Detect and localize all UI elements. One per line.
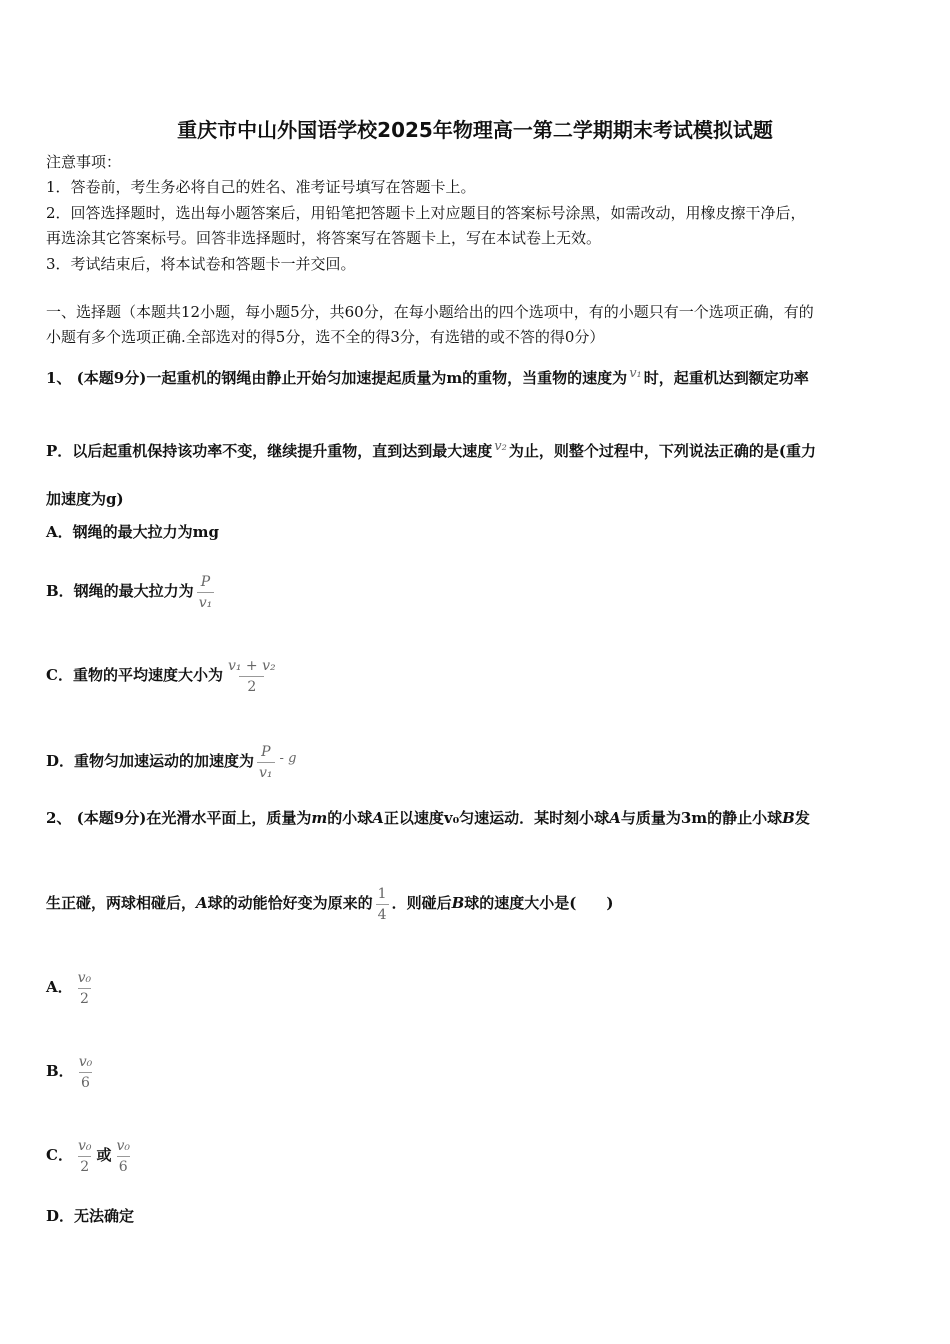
q2-text: 球的动能恰好变为原来的	[207, 894, 373, 912]
q1-option-b-fraction	[197, 574, 215, 611]
q2-symbol-a: A	[196, 894, 208, 912]
q1-text-2: P．以后起重机保持该功率不变，继续提升重物，直到达到最大速度	[46, 442, 493, 460]
fraction-numerator: P	[200, 573, 211, 590]
q2-symbol-b: B	[451, 894, 465, 912]
fraction-denominator: v₁	[257, 762, 275, 781]
q1-option-d-label: D．重物匀加速运动的加速度为	[46, 752, 255, 770]
q2-option-c	[46, 1120, 135, 1190]
q1-text-2-end: 为止，则整个过程中，下列说法正确的是(重力	[508, 442, 816, 460]
q1-option-b	[46, 556, 217, 626]
fraction-numerator: v₀	[78, 1053, 93, 1070]
q2-symbol-m: m	[311, 809, 328, 827]
q1-line-2	[46, 437, 816, 461]
q2-text: 正以速度	[383, 809, 444, 827]
q2-symbol-b: B	[782, 809, 795, 827]
q1-option-c-label: C．重物的平均速度大小为	[46, 666, 223, 684]
q2-text: 与质量为	[620, 809, 681, 827]
q1-text-1: 一起重机的钢绳由静止开始匀加速提起质量为m的重物，当重物的速度为	[146, 369, 628, 387]
notice-item-3: 3．考试结束后，将本试卷和答题卡一并交回。	[46, 255, 356, 273]
fraction-denominator: v₁	[197, 592, 215, 611]
notice-item-1: 1．答卷前，考生务必将自己的姓名、准考证号填写在答题卡上。	[46, 178, 476, 196]
fraction-denominator: 6	[79, 1072, 92, 1091]
q2-symbol-3m: 3m	[680, 809, 708, 827]
q2-option-b	[46, 1036, 97, 1106]
q1-option-d-fraction	[257, 744, 275, 781]
q2-text: 生正碰，两球相碰后，	[46, 894, 197, 912]
fraction-numerator: v₀	[77, 969, 92, 986]
q2-option-a-fraction	[76, 970, 94, 1007]
q1-number: 1、	[46, 369, 72, 387]
q2-line-1	[46, 808, 810, 828]
q1-option-b-label: B．钢绳的最大拉力为	[46, 582, 194, 600]
q2-text: ．则碰后	[391, 894, 452, 912]
fraction-numerator: P	[261, 743, 271, 760]
q2-text: 球的速度大小是( )	[464, 894, 614, 912]
q2-fraction-quarter	[376, 886, 389, 923]
section-instructions-line-1: 一、选择题（本题共12小题，每小题5分，共60分，在每小题给出的四个选项中，有的小题只有一个选项正确，有的	[46, 303, 814, 321]
fraction-denominator: 2	[78, 988, 91, 1007]
notice-item-2-line-1: 2．回答选择题时，选出每小题答案后，用铅笔把答题卡上对应题目的答案标号涂黑，如需改动，用橡皮擦干净后，	[46, 204, 806, 222]
q2-line-2	[46, 868, 614, 938]
fraction-denominator: 6	[117, 1156, 130, 1175]
q2-option-a-label: A．	[46, 978, 73, 996]
q1-line-1	[46, 364, 809, 388]
q2-text: 的小球	[327, 809, 373, 827]
q1-option-a: A．钢绳的最大拉力为mg	[46, 523, 219, 541]
section-instructions-line-2: 小题有多个选项正确.全部选对的得5分，选不全的得3分，有选错的或不答的得0分）	[46, 328, 605, 346]
q2-number: 2、	[46, 809, 72, 827]
notice-heading: 注意事项：	[46, 153, 122, 171]
q2-option-c-or: 或	[96, 1146, 112, 1164]
page-title: 重庆市中山外国语学校2025年物理高一第二学期期末考试模拟试题	[177, 118, 773, 142]
fraction-numerator: 1	[377, 885, 387, 902]
q2-option-c-label: C．	[46, 1146, 73, 1164]
q2-option-c-fraction-1	[76, 1138, 94, 1175]
q1-symbol-v1: v₁	[629, 366, 642, 381]
q2-symbol-a: A	[609, 809, 621, 827]
fraction-denominator: 4	[376, 904, 389, 923]
q2-text: 的静止小球	[707, 809, 783, 827]
q1-score: (本题9分)	[76, 369, 147, 387]
q1-option-c-fraction	[226, 658, 278, 695]
q1-text-1-end: 时，起重机达到额定功率	[643, 369, 809, 387]
q2-option-b-fraction	[77, 1054, 95, 1091]
q2-text: 在光滑水平面上，质量为	[146, 809, 312, 827]
notice-item-2-line-2: 再选涂其它答案标号。回答非选择题时，将答案写在答题卡上，写在本试卷上无效。	[46, 229, 602, 247]
q2-text: 发	[794, 809, 810, 827]
q2-text: 匀速运动．某时刻小球	[459, 809, 610, 827]
q2-symbol-a: A	[372, 809, 384, 827]
fraction-denominator: 2	[78, 1156, 91, 1175]
fraction-denominator: 2	[239, 676, 264, 695]
q2-option-b-label: B．	[46, 1062, 74, 1080]
fraction-numerator: v₁ + v₂	[227, 657, 276, 674]
q1-option-c	[46, 640, 281, 710]
q2-score: (本题9分)	[76, 809, 147, 827]
fraction-numerator: v₀	[116, 1137, 131, 1154]
q1-option-d	[46, 724, 298, 794]
q2-option-d: D．无法确定	[46, 1207, 135, 1225]
q1-symbol-v2: v₂	[494, 439, 507, 454]
q2-symbol-v0: v₀	[443, 809, 460, 827]
q2-option-a	[46, 952, 96, 1022]
q1-line-3: 加速度为g)	[46, 490, 124, 508]
q1-option-d-tail: - g	[279, 751, 297, 766]
q2-option-c-fraction-2	[115, 1138, 133, 1175]
fraction-numerator: v₀	[77, 1137, 92, 1154]
